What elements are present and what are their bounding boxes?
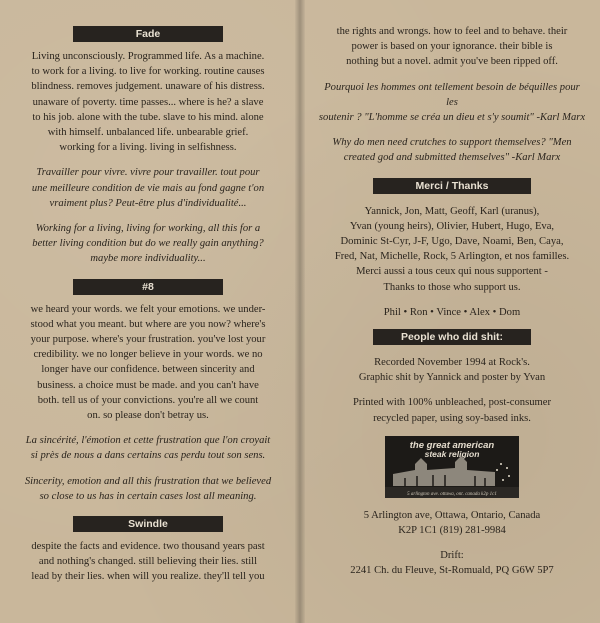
credit-line: Recorded November 1994 at Rock's. [374, 357, 530, 369]
credit-line: recycled paper, using soy-based inks. [373, 412, 531, 424]
lyric-line: with himself. unbalanced life. unbearable grief. [47, 127, 249, 139]
lyric-line: longer have our confidence. between sincerity and [41, 364, 255, 376]
french-line: La sincérité, l'émotion et cette frustration que l'on croyait [25, 435, 271, 447]
thanks-line: Thanks to those who support us. [383, 281, 521, 293]
lyric-line: the rights and wrongs. how to feel and to behave. their [336, 26, 568, 37]
credit-line: Printed with 100% unbleached, post-consumer [352, 397, 551, 409]
drift-address: 2241 Ch. du Fleuve, St-Romuald, PQ G6W 5P7 [350, 565, 554, 577]
lyric-line: to work for a living. to live for working. routine causes [31, 66, 265, 78]
printing-credits [318, 395, 586, 425]
french-line: Pourquoi les hommes ont tellement besoin de béquilles pour les [324, 81, 580, 108]
translation-line: Working for a living, living for working, all this for a [35, 223, 261, 235]
lyric-line: despite the facts and evidence. two thousand years past [31, 541, 265, 553]
logo-name-line1: the great american [409, 439, 495, 451]
credits-heading: People who did shit: [373, 329, 531, 345]
lyric-line: both. tell us of your convictions. you're all we count [37, 394, 259, 406]
recording-credits [318, 355, 586, 385]
mailing-address [318, 508, 586, 538]
eight-heading: #8 [73, 279, 223, 295]
thanks-line: Yvan (young heirs), Olivier, Hubert, Hugo, Eva, [349, 220, 555, 232]
drift-label: Drift: [440, 550, 464, 562]
fade-lyrics [18, 49, 278, 155]
thanks-heading: Merci / Thanks [373, 178, 531, 194]
lyric-line: your purpose. where's your frustration. you've lost your [30, 334, 266, 346]
translation-line: better living condition but do we really gain anything? [32, 238, 264, 250]
fade-translation [18, 221, 278, 267]
swindle-continued [318, 24, 586, 70]
fade-french [18, 165, 278, 211]
swindle-heading: Swindle [73, 516, 223, 532]
lyric-line: on. so please don't betray us. [87, 410, 209, 422]
lyric-line: blindness. removes judgement. unaware of his distress. [31, 81, 265, 93]
left-panel [0, 0, 296, 623]
thanks-line: Merci aussi a tous ceux qui nous supportent - [356, 266, 548, 278]
lyric-line: working for a living. living in selfishness. [59, 142, 237, 154]
lyric-line: to his job. alone with the tube. slave to his mind. alone [32, 111, 264, 123]
translation-line: maybe more individuality... [90, 253, 206, 265]
translation-line: so close to us has in certain cases lost all meaning. [39, 490, 257, 502]
logo-small-address: 5 arlington ave. ottawa, ont. canada k2p 1c1 [407, 491, 497, 497]
lyric-line: Living unconsciously. Programmed life. As a machine. [31, 51, 265, 62]
french-line: soutenir ? "L'homme se créa un dieu et s'y soumit" -Karl Marx [318, 112, 586, 124]
band-members: Phil • Ron • Vince • Alex • Dom [383, 306, 521, 318]
thanks-line: Fred, Nat, Michelle, Rock, 5 Arlington, et nos familles. [334, 251, 570, 263]
french-line: vraiment plus? Peut-être plus d'individualité... [49, 197, 247, 209]
lyric-line: lead by their lies. when will you realize. they'll tell you [31, 571, 265, 583]
lyric-line: credibility. we no longer believe in your words. we no [33, 349, 263, 361]
right-panel [304, 0, 600, 623]
eight-translation [18, 474, 278, 504]
thanks-line: Dominic St-Cyr, J-F, Ugo, Dave, Noami, Ben, Caya, [340, 236, 564, 248]
french-line: Travailler pour vivre. vivre pour travailler. tout pour [36, 167, 260, 179]
eight-lyrics [18, 302, 278, 424]
translation-line: Sincerity, emotion and all this frustration that we believed [24, 475, 272, 487]
translation-line: Why do men need crutches to support themselves? "Men [332, 137, 572, 149]
lyric-line: unaware of poverty. time passes... where is he? a slave [32, 96, 264, 108]
lyric-line: stood what you meant. but where are you now? where's [30, 318, 266, 330]
swindle-lyrics [18, 539, 278, 585]
logo-name-line2: steak religion [424, 448, 480, 459]
address-line: 5 Arlington ave, Ottawa, Ontario, Canada [363, 509, 541, 521]
swindle-french [318, 80, 586, 126]
translation-line: created god and submitted themselves" -Karl Marx [343, 152, 561, 164]
address-line: K2P 1C1 (819) 281-9984 [398, 525, 506, 537]
thanks-line: Yannick, Jon, Matt, Geoff, Karl (uranus), [364, 205, 540, 217]
lyric-line: business. a choice must be made. and you can't have [37, 379, 259, 391]
french-line: si près de nous a dans certains cas perdu tout son sens. [30, 450, 266, 462]
eight-french [18, 433, 278, 463]
logo-artwork [385, 436, 519, 498]
band-logo [385, 436, 519, 498]
thanks-list [318, 204, 586, 295]
lyric-line: nothing but a novel. admit you've been ripped off. [346, 56, 558, 68]
french-line: une meilleure condition de vie mais au fond gagne t'on [31, 182, 265, 194]
lyric-line: and nothing's changed. still believing their lies. still [38, 556, 258, 568]
swindle-translation [318, 135, 586, 165]
lyric-line: power is based on your ignorance. their bible is [351, 41, 553, 53]
lyric-line: we heard your words. we felt your emotions. we under- [30, 303, 266, 315]
fade-heading: Fade [73, 26, 223, 42]
credit-line: Graphic shit by Yannick and poster by Yvan [358, 372, 546, 384]
